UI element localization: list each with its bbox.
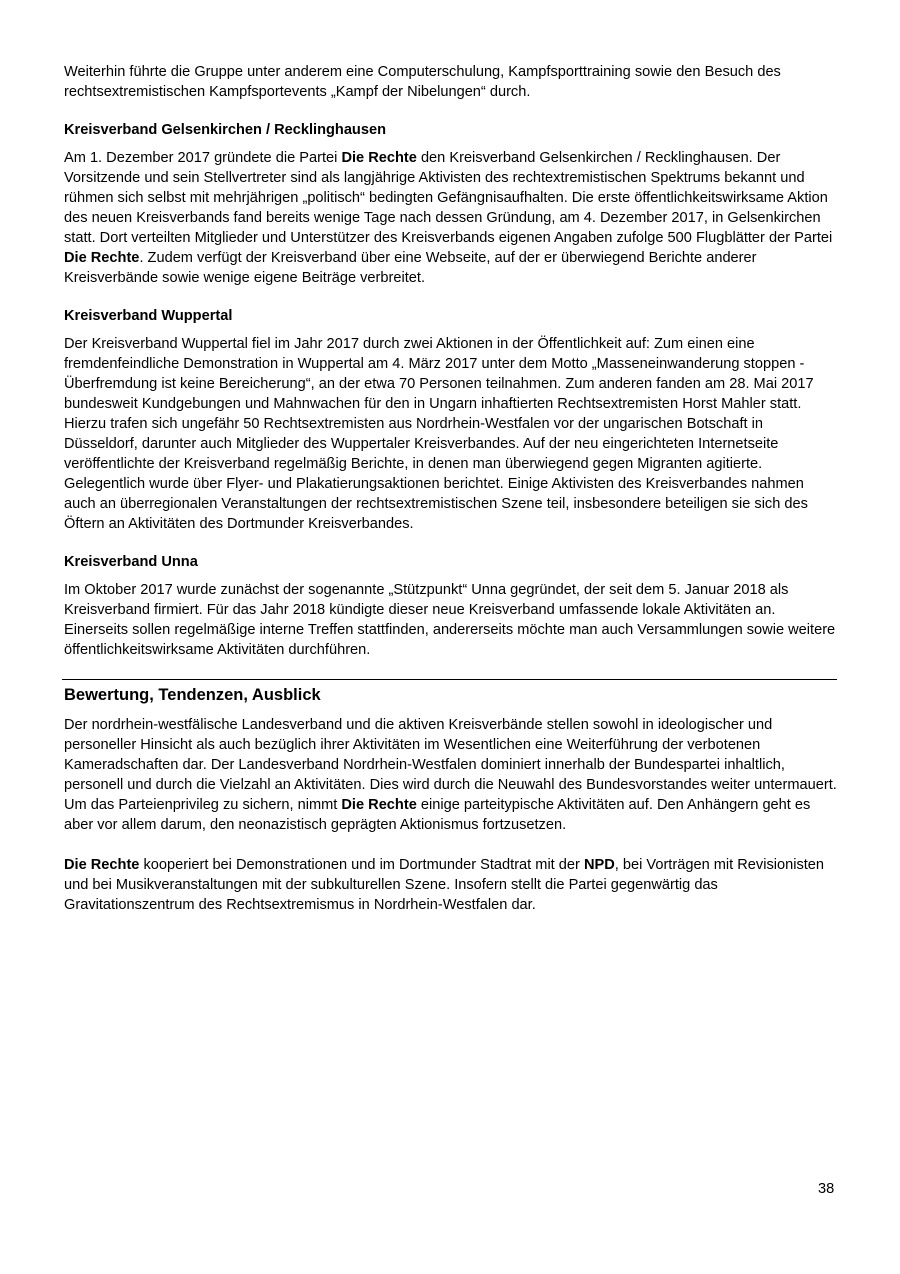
page-number: 38 bbox=[818, 1181, 835, 1197]
party-name-bold: Die Rechte bbox=[341, 150, 417, 166]
section-wuppertal bbox=[64, 306, 839, 534]
text-run: Der nordrhein-westfälische Landesverband und die aktiven Kreisverbände stellen sowohl in ideologischer und personeller Hinsicht als auch bezüglich ihrer Aktivitäten im Wesentlichen eine Weiterführung der verbotenen Kameradschaften dar. Der Landesverband Nordrhein-Westfalen dominiert innerhalb der Bundespartei inhaltlich, personell und durch die Vielzahl an Aktivitäten. Dies wird durch die Neuwahl des Bundesvorstandes weiter untermauert. Um das Parteienprivileg zu sichern, nimmt bbox=[64, 717, 837, 813]
text-run: Am 1. Dezember 2017 gründete die Partei bbox=[64, 150, 342, 166]
section-unna bbox=[64, 552, 839, 660]
text-run: einige parteitypische Aktivitäten auf. Den Anhängern geht es aber vor allem darum, den neonazistisch geprägten Aktionismus fortzusetzen. bbox=[64, 797, 811, 833]
text-run: . Zudem verfügt der Kreisverband über eine Webseite, auf der er überwiegend Berichte anderer Kreisverbände sowie wenige eigene Beiträge verbreitet. bbox=[64, 250, 757, 286]
text-run: den Kreisverband Gelsenkirchen / Recklinghausen. Der Vorsitzende und sein Stellvertreter sind als langjährige Aktivisten des rechtextremistischen Spektrums bekannt und rühmen sich selbst mit mehrjährigen „politisch“ bedingten Gefängnisaufhalten. Die erste öffentlichkeitswirksame Aktion des neuen Kreisverbands fand bereits wenige Tage nach dessen Gründung, am 4. Dezember 2017, in Gelsenkirchen statt. Dort verteilten Mitglieder und Unterstützer des Kreisverbands eigenen Angaben zufolge 500 Flugblätter der Partei bbox=[64, 150, 833, 246]
document-page bbox=[64, 62, 839, 915]
text-run: kooperiert bei Demonstrationen und im Dortmunder Stadtrat mit der bbox=[139, 857, 584, 873]
intro-paragraph: Weiterhin führte die Gruppe unter anderem eine Computerschulung, Kampfsporttraining sowie den Besuch des rechtsextremistischen Kampfsportevents „Kampf der Nibelungen“ durch. bbox=[64, 64, 781, 100]
section-divider bbox=[62, 679, 837, 680]
paragraph-assessment-1 bbox=[64, 715, 839, 835]
party-name-bold: Die Rechte bbox=[64, 250, 140, 266]
heading-gelsenkirchen: Kreisverband Gelsenkirchen / Recklinghausen bbox=[64, 122, 386, 138]
section-gelsenkirchen bbox=[64, 120, 839, 288]
party-name-bold: Die Rechte bbox=[341, 797, 417, 813]
party-name-bold: NPD bbox=[583, 857, 615, 873]
heading-assessment: Bewertung, Tendenzen, Ausblick bbox=[64, 686, 321, 704]
party-name-bold: Die Rechte bbox=[64, 857, 140, 873]
heading-unna: Kreisverband Unna bbox=[64, 554, 198, 570]
heading-wuppertal: Kreisverband Wuppertal bbox=[64, 308, 233, 324]
text-run: , bei Vorträgen mit Revisionisten und bei Musikveranstaltungen mit der subkulturellen Szene. Insofern stellt die Partei gegenwärtig das Gravitationszentrum des Rechtsextremismus in Nordrhein-Westfalen dar. bbox=[64, 857, 825, 913]
paragraph-unna: Im Oktober 2017 wurde zunächst der sogenannte „Stützpunkt“ Unna gegründet, der seit dem 5. Januar 2018 als Kreisverband firmiert. Für das Jahr 2018 kündigte dieser neue Kreisverband umfassende lokale Aktivitäten an. Einerseits sollen regelmäßige interne Treffen stattfinden, andererseits möchte man auch Versammlungen sowie weitere öffentlichkeitswirksame Aktivitäten durchführen. bbox=[64, 582, 836, 658]
paragraph-wuppertal: Der Kreisverband Wuppertal fiel im Jahr 2017 durch zwei Aktionen in der Öffentlichkeit auf: Zum einen eine fremdenfeindliche Demonstration in Wuppertal am 4. März 2017 unter dem Motto „Masseneinwanderung stoppen - Überfremdung ist keine Bereicherung“, an der etwa 70 Personen teilnahmen. Zum anderen fanden am 28. Mai 2017 bundesweit Kundgebungen und Mahnwachen für den in Ungarn inhaftierten Rechtsextremisten Horst Mahler statt. Hierzu trafen sich ungefähr 50 Rechtsextremisten aus Nordrhein-Westfalen vor der ungarischen Botschaft in Düsseldorf, darunter auch Mitglieder des Wuppertaler Kreisverbandes. Auf der neu eingerichteten Internetseite veröffentlichte der Kreisverband regelmäßig Berichte, in denen man überwiegend gegen Migranten agitierte. Gelegentlich wurde über Flyer- und Plakatierungsaktionen berichtet. Einige Aktivisten des Kreisverbandes nahmen auch an überregionalen Veranstaltungen der rechtsextremistischen Szene teil, insbesondere beteiligen sie sich des Öftern an Aktivitäten des Dortmunder Kreisverbandes. bbox=[64, 336, 814, 532]
paragraph-assessment-2 bbox=[64, 855, 839, 915]
section-assessment bbox=[64, 685, 839, 915]
paragraph-gelsenkirchen bbox=[64, 148, 839, 288]
